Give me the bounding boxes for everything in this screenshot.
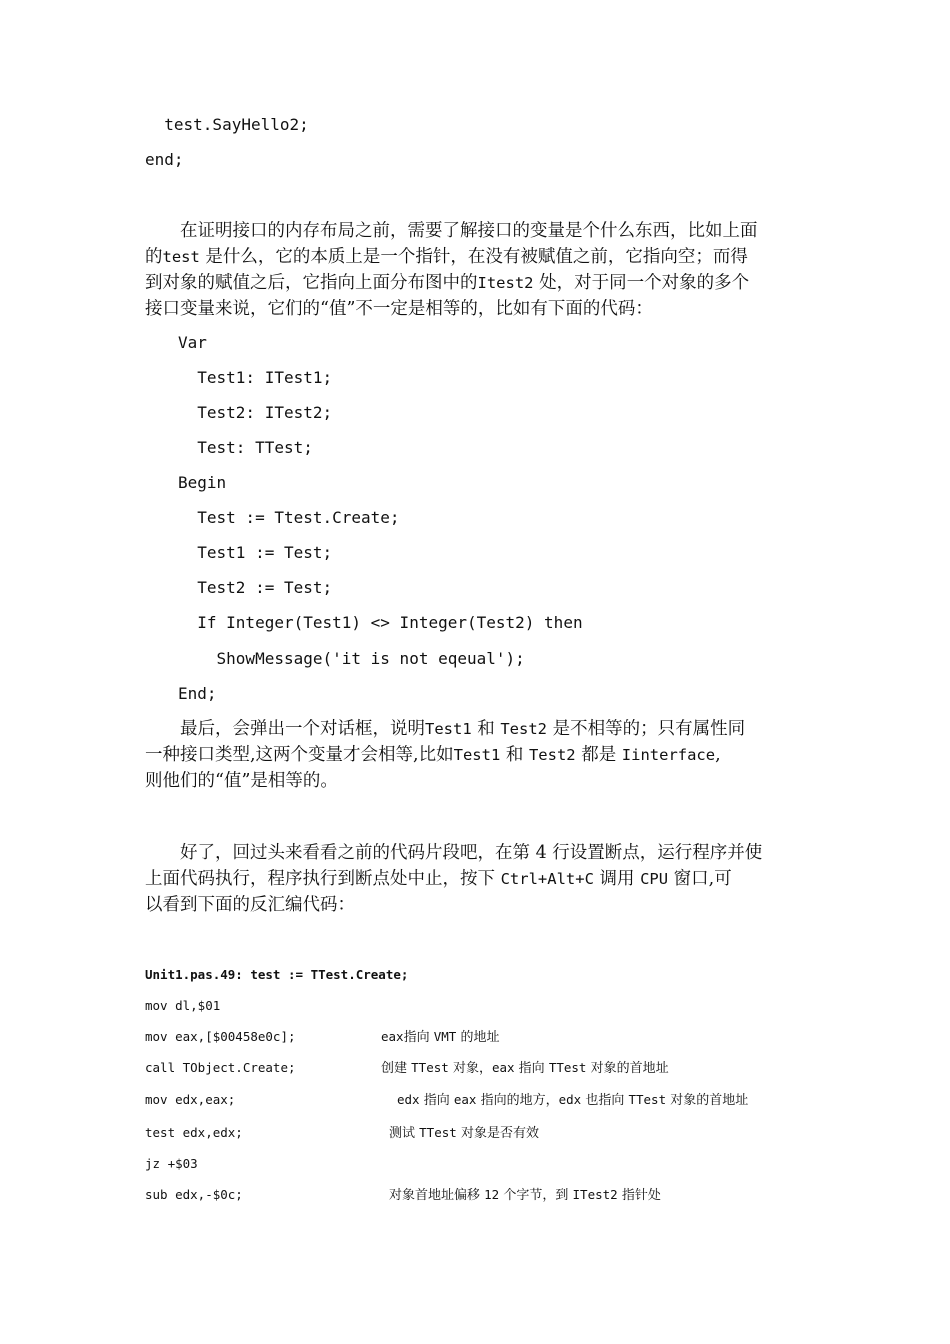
code-line-say-hello: test.SayHello2; bbox=[145, 115, 309, 134]
paragraph-line: 接口变量来说，它们的“值”不一定是相等的，比如有下面的代码： bbox=[145, 299, 653, 319]
asm-instruction: sub edx,-$0c; bbox=[145, 1187, 243, 1202]
paragraph-line: 的test 是什么，它的本质上是一个指针，在没有被赋值之前，它指向空；而得 bbox=[145, 247, 748, 267]
code-line: Test1 := Test; bbox=[178, 543, 333, 562]
inline-code: test bbox=[162, 248, 200, 266]
inline-code: Test2 bbox=[500, 720, 547, 738]
paragraph-disassembly-intro bbox=[145, 840, 810, 918]
code-line: ShowMessage('it is not eqeual'); bbox=[178, 649, 525, 668]
inline-code: Test1 bbox=[453, 746, 501, 764]
asm-instruction: test edx,edx; bbox=[145, 1125, 243, 1140]
paragraph-interface-variable bbox=[145, 218, 810, 322]
asm-comment: 创建 TTest 对象，eax 指向 TTest 对象的首地址 bbox=[381, 1060, 669, 1076]
inline-code: CPU bbox=[640, 870, 669, 888]
code-line: Var bbox=[178, 333, 207, 352]
inline-code: Test2 bbox=[528, 746, 576, 764]
paragraph-line: 以看到下面的反汇编代码： bbox=[145, 895, 355, 915]
asm-instruction: call TObject.Create; bbox=[145, 1060, 296, 1075]
paragraph-line: 则他们的“值”是相等的。 bbox=[145, 771, 338, 791]
code-line: Test2 := Test; bbox=[178, 578, 333, 597]
paragraph-line: 上面代码执行，程序执行到断点处中止，按下 Ctrl+Alt+C 调用 CPU 窗口,可 bbox=[145, 869, 732, 889]
code-line: If Integer(Test1) <> Integer(Test2) then bbox=[178, 613, 583, 632]
code-line: End; bbox=[178, 684, 217, 703]
inline-code: Itest2 bbox=[477, 274, 534, 292]
asm-instruction: mov eax,[$00458e0c]; bbox=[145, 1029, 296, 1044]
paragraph-line: 最后，会弹出一个对话框，说明Test1 和 Test2 是不相等的；只有属性同 bbox=[180, 719, 746, 739]
code-line: Test2: ITest2; bbox=[178, 403, 333, 422]
asm-comment: edx 指向 eax 指向的地方，edx 也指向 TTest 对象的首地址 bbox=[397, 1092, 749, 1108]
code-line-end: end; bbox=[145, 150, 184, 169]
code-line: Test: TTest; bbox=[178, 438, 313, 457]
asm-source-line: Unit1.pas.49: test := TTest.Create; bbox=[145, 967, 409, 982]
code-line: Begin bbox=[178, 473, 227, 492]
asm-instruction: mov dl,$01 bbox=[145, 998, 221, 1013]
asm-comment: 对象首地址偏移 12 个字节，到 ITest2 指针处 bbox=[389, 1187, 661, 1203]
inline-code: Ctrl+Alt+C bbox=[500, 870, 594, 888]
paragraph-line: 一种接口类型,这两个变量才会相等,比如Test1 和 Test2 都是 Iinterface, bbox=[145, 745, 721, 765]
paragraph-dialog-result bbox=[145, 716, 810, 794]
code-line: Test := Ttest.Create; bbox=[178, 508, 400, 527]
paragraph-line: 到对象的赋值之后，它指向上面分布图中的Itest2 处，对于同一个对象的多个 bbox=[145, 273, 750, 293]
paragraph-line: 在证明接口的内存布局之前，需要了解接口的变量是个什么东西，比如上面 bbox=[180, 221, 758, 241]
asm-instruction: mov edx,eax; bbox=[145, 1092, 236, 1107]
asm-instruction: jz +$03 bbox=[145, 1156, 198, 1171]
asm-comment: eax指向 VMT 的地址 bbox=[381, 1029, 500, 1045]
inline-code: Test1 bbox=[425, 720, 472, 738]
paragraph-line: 好了，回过头来看看之前的代码片段吧，在第 4 行设置断点，运行程序并使 bbox=[180, 843, 763, 863]
inline-code: Iinterface bbox=[621, 746, 716, 764]
asm-comment: 测试 TTest 对象是否有效 bbox=[389, 1125, 539, 1141]
code-line: Test1: ITest1; bbox=[178, 368, 333, 387]
